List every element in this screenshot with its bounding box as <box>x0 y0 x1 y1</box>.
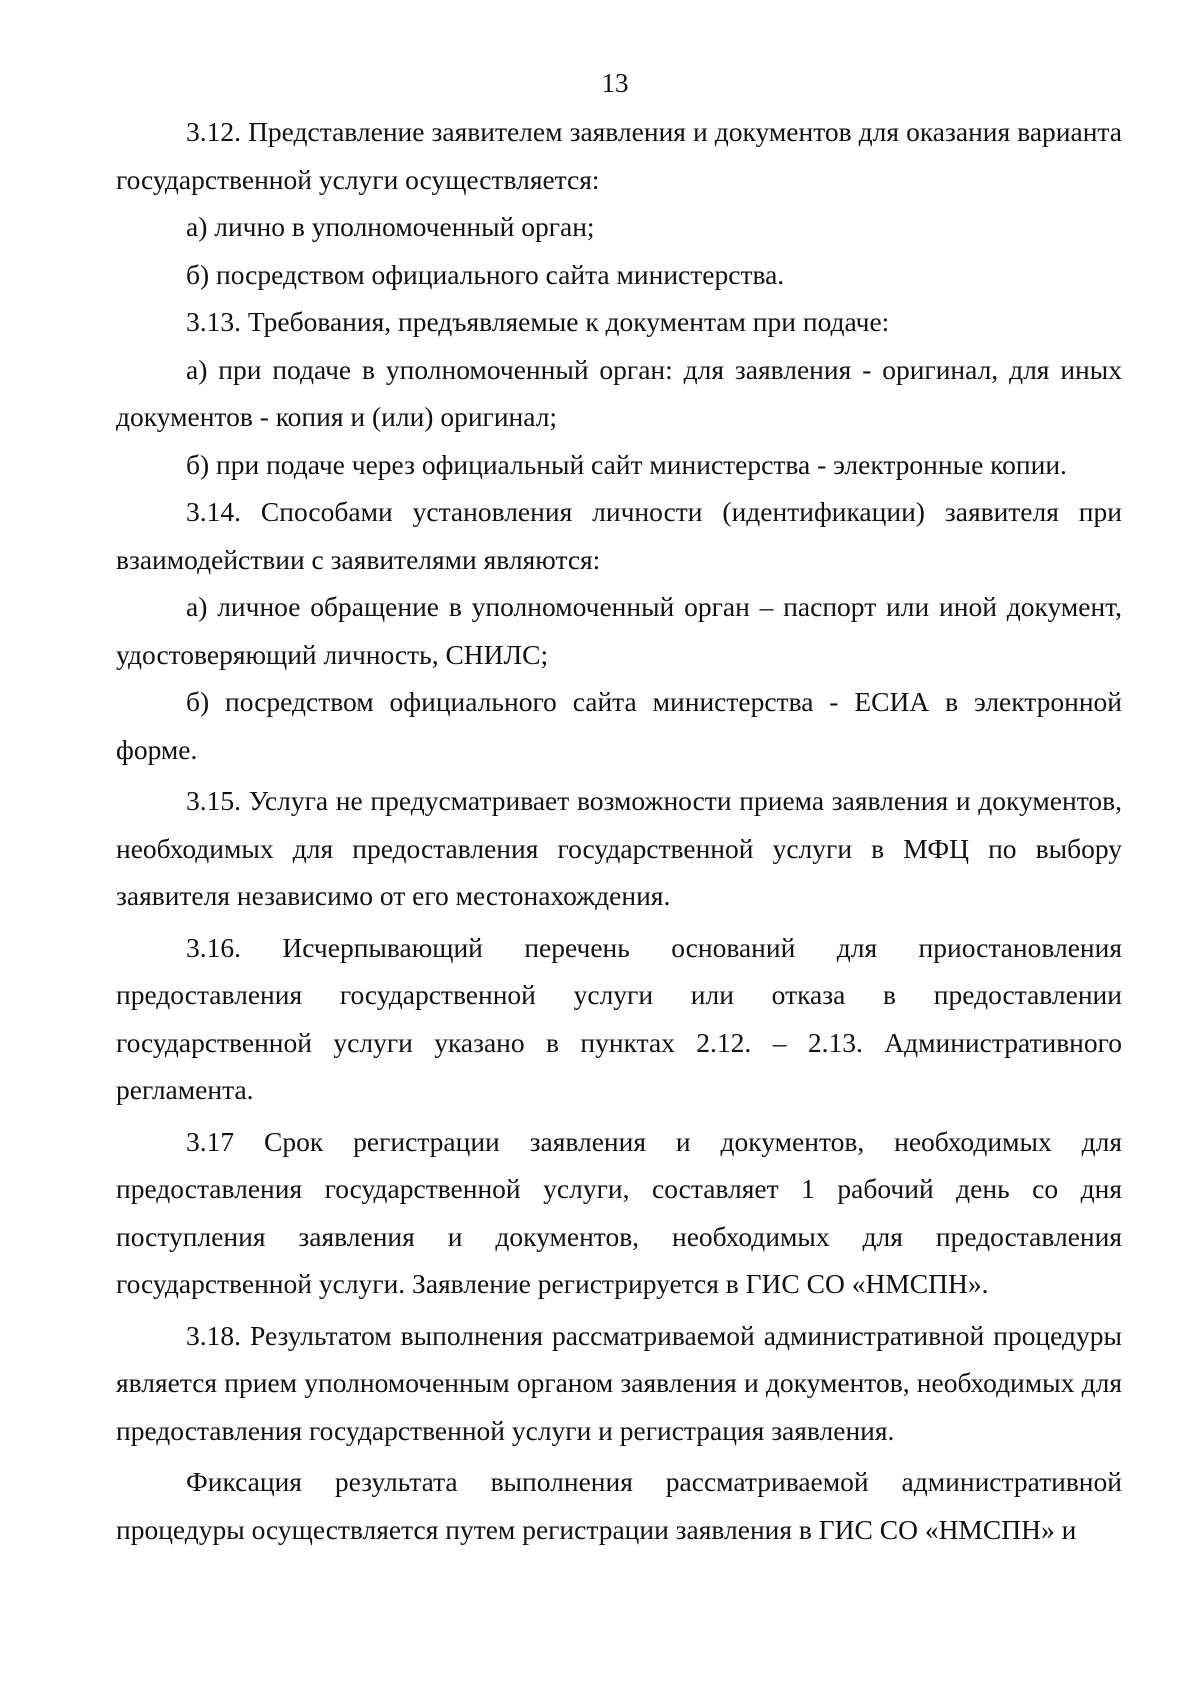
paragraph-3-13: 3.13. Требования, предъявляемые к документам при подаче: <box>186 306 890 337</box>
paragraph-3-13-a: а) при подаче в уполномоченный орган: для заявления - оригинал, для иных документов - копия и (или) оригинал; <box>116 353 1122 432</box>
document-body <box>116 108 1122 1553</box>
paragraph-3-12-b: б) посредством официального сайта министерства. <box>186 258 785 290</box>
paragraph-3-13-b: б) при подаче через официальный сайт министерства - электронные копии. <box>186 448 1067 480</box>
paragraph-fixation: Фиксация результата выполнения рассматриваемой административной процедуры осуществляется путем регистрации заявления в ГИС СО «НМСПН» и <box>116 1466 1122 1545</box>
paragraph-3-12: 3.12. Представление заявителем заявления и документов для оказания варианта государственной услуги осуществляется: <box>116 116 1122 195</box>
paragraph-3-14: 3.14. Способами установления личности (идентификации) заявителя при взаимодействии с заявителями являются: <box>116 496 1122 575</box>
paragraph-3-15: 3.15. Услуга не предусматривает возможности приема заявления и документов, необходимых для предоставления государственной услуги в МФЦ по выбору заявителя независимо от его местонахождения. <box>116 785 1122 911</box>
paragraph-3-16: 3.16. Исчерпывающий перечень оснований для приостановления предоставления государственной услуги или отказа в предоставлении государственной услуги указано в пунктах 2.12. – 2.13. Административного регламента. <box>116 931 1122 1105</box>
paragraph-3-12-a: а) лично в уполномоченный орган; <box>186 211 595 242</box>
page-number: 13 <box>601 68 629 98</box>
paragraph-3-14-b: б) посредством официального сайта министерства - ЕСИА в электронной форме. <box>116 686 1122 765</box>
paragraph-3-14-a: а) личное обращение в уполномоченный орган – паспорт или иной документ, удостоверяющий личность, СНИЛС; <box>116 591 1122 670</box>
paragraph-3-18: 3.18. Результатом выполнения рассматриваемой административной процедуры является прием уполномоченным органом заявления и документов, необходимых для предоставления государственной услуги и регистрация заявления. <box>116 1319 1122 1446</box>
paragraph-3-17: 3.17 Срок регистрации заявления и документов, необходимых для предоставления государственной услуги, составляет 1 рабочий день со дня поступления заявления и документов, необходимых для предоставления государственной услуги. Заявление регистрируется в ГИС СО «НМСПН». <box>116 1125 1122 1299</box>
